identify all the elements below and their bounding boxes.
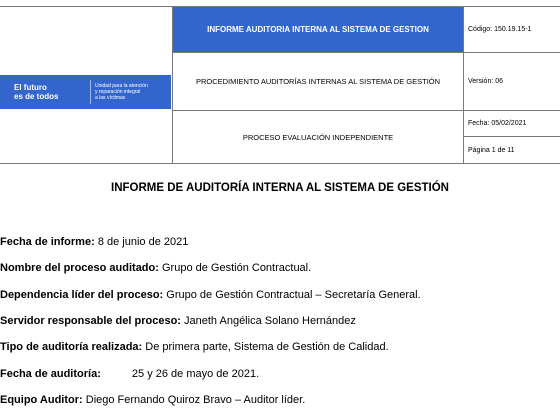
unidad-victimas-logo <box>0 75 171 109</box>
field-value: 25 y 26 de mayo de 2021. <box>131 368 260 380</box>
document-version: Versión: 06 <box>464 53 560 111</box>
field-label: Fecha de informe: <box>0 236 95 248</box>
logo-sub-3: a las víctimas <box>95 95 126 101</box>
field-value: Grupo de Gestión Contractual – Secretaría General. <box>166 289 421 301</box>
report-title-cell: INFORME AUDITORIA INTERNA AL SISTEMA DE GESTION <box>173 7 464 53</box>
field-audit-team <box>0 393 305 407</box>
document-date: Fecha: 05/02/2021 <box>464 111 560 137</box>
logo-line-2: es de todos <box>14 92 59 101</box>
field-value: De primera parte, Sistema de Gestión de Calidad. <box>145 341 389 353</box>
logo-sub-2: y reparación integral <box>95 89 141 95</box>
field-audited-process <box>0 261 311 275</box>
process-name-cell: PROCESO EVALUACIÓN INDEPENDIENTE <box>173 111 464 164</box>
page-number: Página 1 de 11 <box>464 137 560 164</box>
document-title: INFORME DE AUDITORÍA INTERNA AL SISTEMA DE GESTIÓN <box>111 182 449 194</box>
document-header-table <box>0 6 560 164</box>
field-label: Equipo Auditor: <box>0 394 83 406</box>
field-label: Dependencia líder del proceso: <box>0 289 164 301</box>
field-value: Grupo de Gestión Contractual. <box>161 262 312 274</box>
field-responsible-officer <box>0 314 356 328</box>
field-label: Tipo de auditoría realizada: <box>0 341 143 353</box>
field-value: Diego Fernando Quiroz Bravo – Auditor líder. <box>85 394 306 406</box>
field-audit-type <box>0 340 389 354</box>
field-value: 8 de junio de 2021 <box>97 236 189 248</box>
document-code: Código: 150.19.15-1 <box>464 7 560 53</box>
field-lead-department <box>0 288 421 302</box>
field-audit-date <box>0 367 259 381</box>
procedure-name-cell: PROCEDIMIENTO AUDITORÍAS INTERNAS AL SISTEMA DE GESTIÓN <box>173 53 464 111</box>
field-value: Janeth Angélica Solano Hernández <box>184 315 356 327</box>
field-label: Fecha de auditoría: <box>0 368 101 380</box>
logo-sub-1: Unidad para la atención <box>95 83 148 89</box>
logo-line-1: El futuro <box>14 83 47 92</box>
field-label: Nombre del proceso auditado: <box>0 262 159 274</box>
field-report-date <box>0 235 188 249</box>
logo-divider <box>90 80 91 104</box>
field-label: Servidor responsable del proceso: <box>0 315 181 327</box>
logo-cell <box>0 7 173 164</box>
